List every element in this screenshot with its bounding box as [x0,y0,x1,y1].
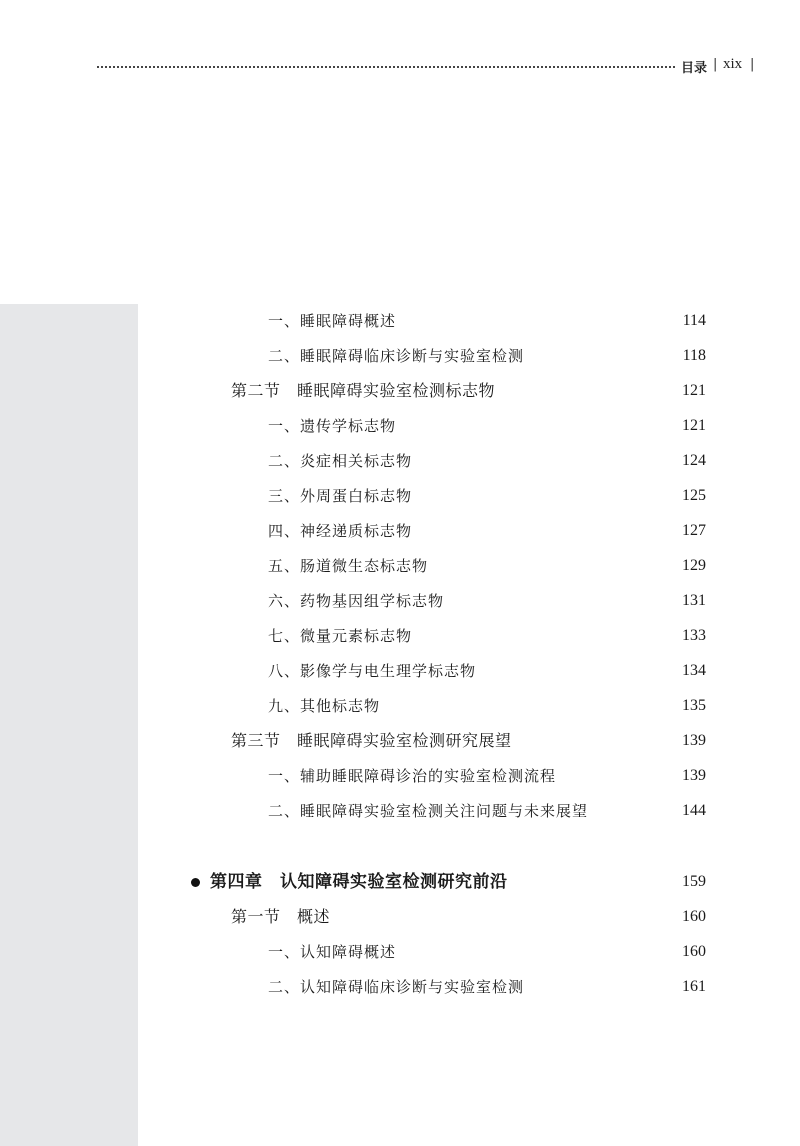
toc-entry-page: 160 [682,943,706,960]
toc-entry-title: 一、认知障碍概述 [268,943,397,961]
toc-section-entry[interactable] [0,905,800,929]
toc-entry-page: 159 [682,873,706,890]
toc-entry-page: 121 [682,382,706,399]
toc-section-entry[interactable] [0,729,800,753]
toc-entry[interactable] [0,519,800,543]
toc-entry-page: 160 [682,908,706,925]
toc-entry-title: 二、认知障碍临床诊断与实验室检测 [268,978,525,996]
toc-entry-page: 133 [682,627,706,644]
toc-entry-title: 九、其他标志物 [268,697,381,715]
toc-entry-title: 三、外周蛋白标志物 [268,487,413,505]
toc-entry-title: 二、睡眠障碍实验室检测关注问题与未来展望 [268,802,589,820]
toc-entry-title: 一、遗传学标志物 [268,417,397,435]
toc-entry-page: 129 [682,557,706,574]
toc-entry-title: 六、药物基因组学标志物 [268,592,445,610]
toc-entry[interactable] [0,975,800,999]
header-separator: | [713,57,718,72]
toc-entry-page: 135 [682,697,706,714]
toc-entry[interactable] [0,554,800,578]
toc-entry-page: 144 [682,802,706,819]
toc-entry[interactable] [0,659,800,683]
toc-entry-page: 125 [682,487,706,504]
toc-entry-title: 七、微量元素标志物 [268,627,413,645]
toc-section-entry[interactable] [0,379,800,403]
toc-entry-page: 121 [682,417,706,434]
toc-entry-page: 161 [682,978,706,995]
toc-entry[interactable] [0,344,800,368]
toc-entry[interactable] [0,940,800,964]
header-separator-end: | [750,57,755,72]
toc-section-title: 第二节 睡眠障碍实验室检测标志物 [231,381,496,400]
toc-entry-page: 131 [682,592,706,609]
toc-entry-title: 一、睡眠障碍概述 [268,312,397,330]
toc-entry[interactable] [0,309,800,333]
toc-entry[interactable] [0,589,800,613]
toc-entry-title: 五、肠道微生态标志物 [268,557,429,575]
toc-entry-title: 二、炎症相关标志物 [268,452,413,470]
bullet-icon [191,878,200,887]
toc-entry[interactable] [0,449,800,473]
toc-entry-title: 二、睡眠障碍临床诊断与实验室检测 [268,347,525,365]
toc-entry-page: 124 [682,452,706,469]
toc-entry[interactable] [0,799,800,823]
toc-chapter-title: 第四章 认知障碍实验室检测研究前沿 [210,872,508,892]
toc-entry[interactable] [0,484,800,508]
toc-entry-page: 114 [682,312,706,329]
toc-chapter-entry[interactable] [0,870,800,894]
toc-entry-page: 118 [682,347,706,364]
toc-section-title: 第一节 概述 [231,907,331,926]
toc-entry-title: 一、辅助睡眠障碍诊治的实验室检测流程 [268,767,557,785]
toc-entry[interactable] [0,694,800,718]
toc-section-title: 第三节 睡眠障碍实验室检测研究展望 [231,731,512,750]
toc-entry[interactable] [0,764,800,788]
toc-entry[interactable] [0,624,800,648]
toc-entry-page: 127 [682,522,706,539]
header-section-label: 目录 [681,61,708,76]
toc-entry-page: 139 [682,732,706,749]
toc-entry-title: 四、神经递质标志物 [268,522,413,540]
toc-entry[interactable] [0,414,800,438]
toc-entry-page: 134 [682,662,706,679]
header-page-number: xix [723,56,743,72]
toc-entry-page: 139 [682,767,706,784]
toc-entry-title: 八、影像学与电生理学标志物 [268,662,477,680]
header-dotted-leader [97,66,675,68]
